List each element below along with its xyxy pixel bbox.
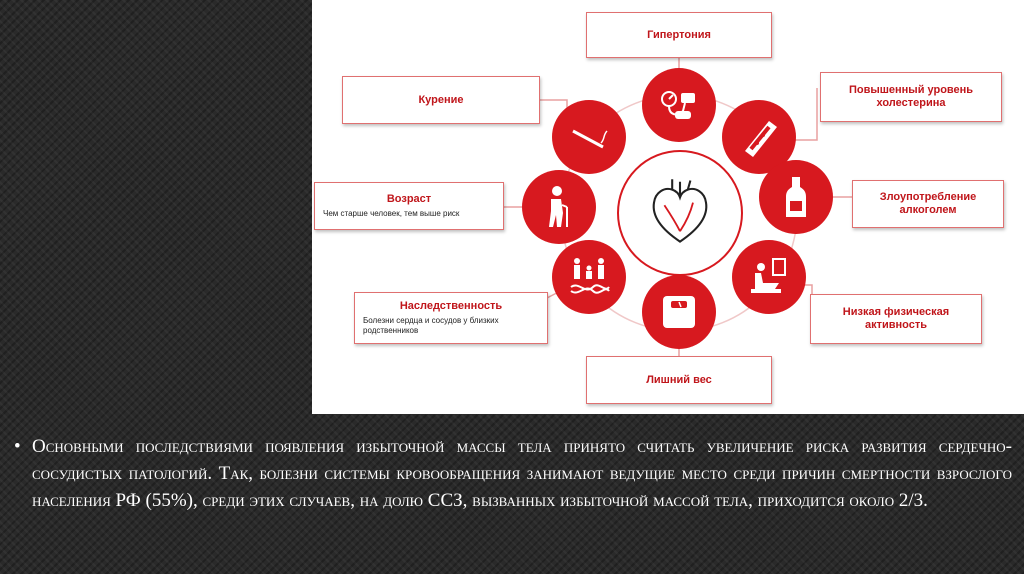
circle-alcohol <box>759 160 833 234</box>
box-heredity-desc: Болезни сердца и сосудов у близких родственников <box>363 316 499 335</box>
armchair-icon <box>745 253 793 301</box>
caption-bullet: • <box>14 436 21 457</box>
box-age <box>314 182 504 230</box>
circle-smoking <box>552 100 626 174</box>
cigarette-icon <box>565 113 613 161</box>
circle-inactivity <box>732 240 806 314</box>
caption-paragraph <box>14 433 1012 514</box>
heart-icon <box>641 174 719 252</box>
box-alcohol <box>852 180 1004 228</box>
risk-factors-diagram <box>312 0 1024 414</box>
box-hypertension-title: Гипертония <box>647 28 711 41</box>
box-cholesterol-title: Повышенный уровень холестерина <box>848 84 974 109</box>
circle-hypertension <box>642 68 716 142</box>
family-dna-icon <box>565 253 613 301</box>
bottle-icon <box>772 173 820 221</box>
box-cholesterol <box>820 72 1002 122</box>
scale-icon <box>655 288 703 336</box>
box-hypertension <box>586 12 772 58</box>
box-inactivity-title: Низкая физическая активность <box>842 306 950 331</box>
box-inactivity <box>810 294 982 344</box>
elderly-person-icon <box>535 183 583 231</box>
box-alcohol-title: Злоупотребление алкоголем <box>879 191 977 216</box>
box-heredity-title: Наследственность <box>399 300 503 312</box>
artery-icon <box>735 113 783 161</box>
circle-heredity <box>552 240 626 314</box>
box-heredity <box>354 292 548 344</box>
box-smoking-title: Курение <box>418 93 464 106</box>
blood-pressure-icon <box>655 81 703 129</box>
box-age-title: Возраст <box>386 193 432 205</box>
box-overweight <box>586 356 772 404</box>
caption-text: Основными последствиями появления избыточной массы тела принято считать увеличение риска развития сердечно-сосудистых патологий. Так, болезни системы кровообращения занимают ведущие место среди причин смертности взрослого населения РФ (55%), среди этих случаев, на долю ССЗ, вызванных избыточной массой тела, приходится около 2/3. <box>32 436 1012 511</box>
circle-age <box>522 170 596 244</box>
box-age-desc: Чем старше человек, тем выше риск <box>323 209 460 218</box>
box-overweight-title: Лишний вес <box>646 373 712 386</box>
box-smoking <box>342 76 540 124</box>
center-heart-circle <box>617 150 743 276</box>
circle-overweight <box>642 275 716 349</box>
